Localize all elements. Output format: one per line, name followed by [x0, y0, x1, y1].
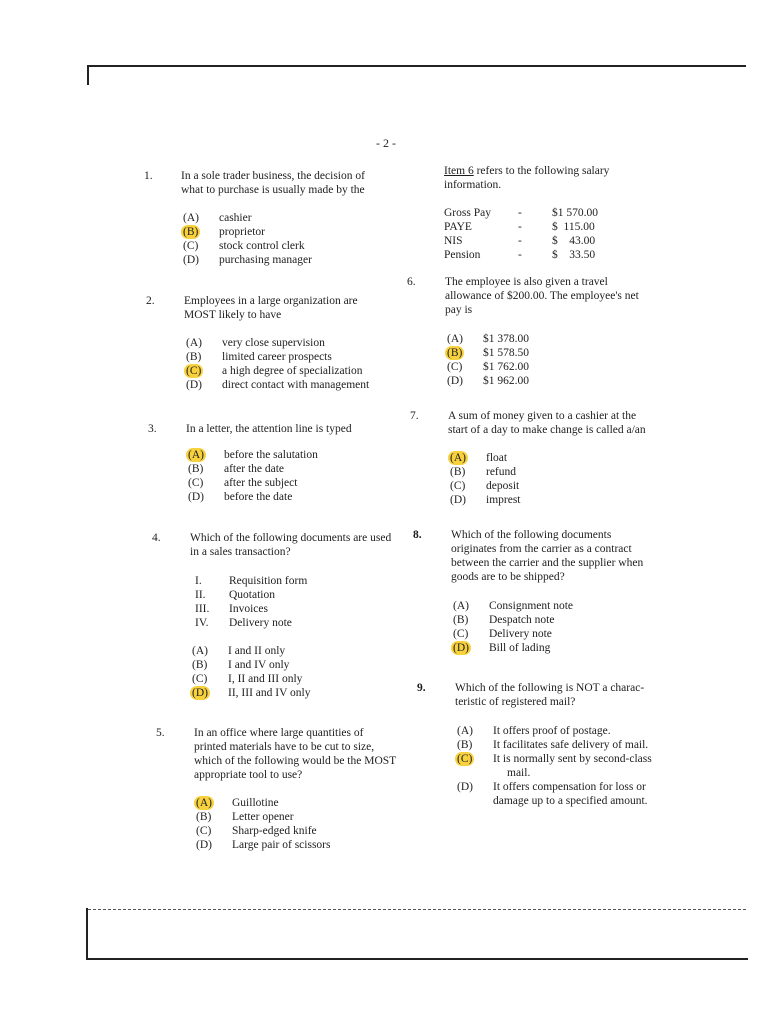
footer-bottom-line: [86, 958, 748, 960]
question-stem: In a sole trader business, the decision of what to purchase is usually made by the: [181, 170, 365, 196]
question-stem: A sum of money given to a cashier at the start of a day to make change is called a/an: [448, 410, 646, 436]
question-number: 1.: [144, 170, 153, 182]
question-stem: The employee is also given a travel allowance of $200.00. The employee's net pay is: [445, 276, 639, 316]
question-number: 8.: [413, 529, 422, 541]
question-number: 3.: [148, 423, 157, 435]
question-number: 7.: [410, 410, 419, 422]
exam-page: - 2 - 1. In a sole trader business, the decision of what to purchase is usually made by the (A) cashier (B) proprietor (C) stock control clerk (D) purchasing manager 2. Employees in a large organization are MOST likely to have (A) very close supervision (B) limited career prospects (C) a high degree of specialization (D) direct contact with management 3. In a letter, the attention line is typed (A) before the salutation (B) after the date (C) after the subject (D) before the date 4. Which of the following documents are used in a sales transaction? I. Requisition form II. Quotation III. Invoices IV. Delivery note (A) I and II only (B) I and IV only (C) I, II and III only (D) II, III and IV only 5. In an office where large quantities of printed materials have to be cut to size, which of the following would be the MOST appropriate tool to use? (A) Guillotine (B) Letter opener (C) Sharp-edged knife (D) Large pair of scissors Item 6 refers to the following salary information. Gross Pay - $1 570.00 PAYE - $ 115.00 NIS - $ 43.00 Pension - $ 33.50 6. The employee is also given a travel allowance of $200.00. The employee's net pay is (A) $1 378.00 (B) $1 578.50 (C) $1 762.00 (D) $1 962.00 7. A sum of money given to a cashier at the start of a day to make change is called a/an (A) float (B) refund (C) deposit (D) imprest 8. Which of the following documents originates from the carrier as a contract between the carrier and the supplier when goods are to be shipped? (A) Consignment note (B) Despatch note (C) Delivery note (D) Bill of lading 9. Which of the following is NOT a charac- teristic of registered mail? (A) It offers proof of postage. (B) It facilitates safe delivery of mail. (C) It is normally sent by second-class mail. (D) It offers compensation for loss or damage up to a specified amount.: [0, 0, 768, 1024]
salary-row: PAYE - $ 115.00: [444, 221, 595, 233]
salary-row: NIS - $ 43.00: [444, 235, 596, 247]
salary-row: Pension - $ 33.50: [444, 249, 596, 261]
item-6-intro: Item 6 refers to the following salary information.: [444, 165, 610, 191]
question-number: 2.: [146, 295, 155, 307]
question-number: 9.: [417, 682, 426, 694]
salary-row: Gross Pay - $1 570.00: [444, 207, 598, 219]
left-border-line: [87, 65, 89, 85]
question-stem: Which of the following documents originates from the carrier as a contract between the carrier and the supplier when goods are to be shipped?: [451, 529, 644, 583]
question-stem: Which of the following is NOT a charac- teristic of registered mail?: [455, 682, 645, 708]
footer-dashed-line: [88, 909, 746, 910]
top-border-line: [88, 65, 746, 67]
salary-table: [444, 206, 614, 262]
footer-left-line: [86, 908, 88, 960]
question-stem: In a letter, the attention line is typed: [186, 423, 352, 435]
question-stem: In an office where large quantities of printed materials have to be cut to size, which of the following would be the MOST appropriate tool to use?: [194, 727, 397, 781]
question-number: 6.: [407, 276, 416, 288]
question-number: 4.: [152, 532, 161, 544]
question-stem: Employees in a large organization are MOST likely to have: [184, 295, 358, 321]
page-number: - 2 -: [376, 136, 396, 150]
item-6-label: Item 6: [444, 165, 474, 177]
question-number: 5.: [156, 727, 165, 739]
question-stem: Which of the following documents are used in a sales transaction?: [190, 532, 392, 558]
